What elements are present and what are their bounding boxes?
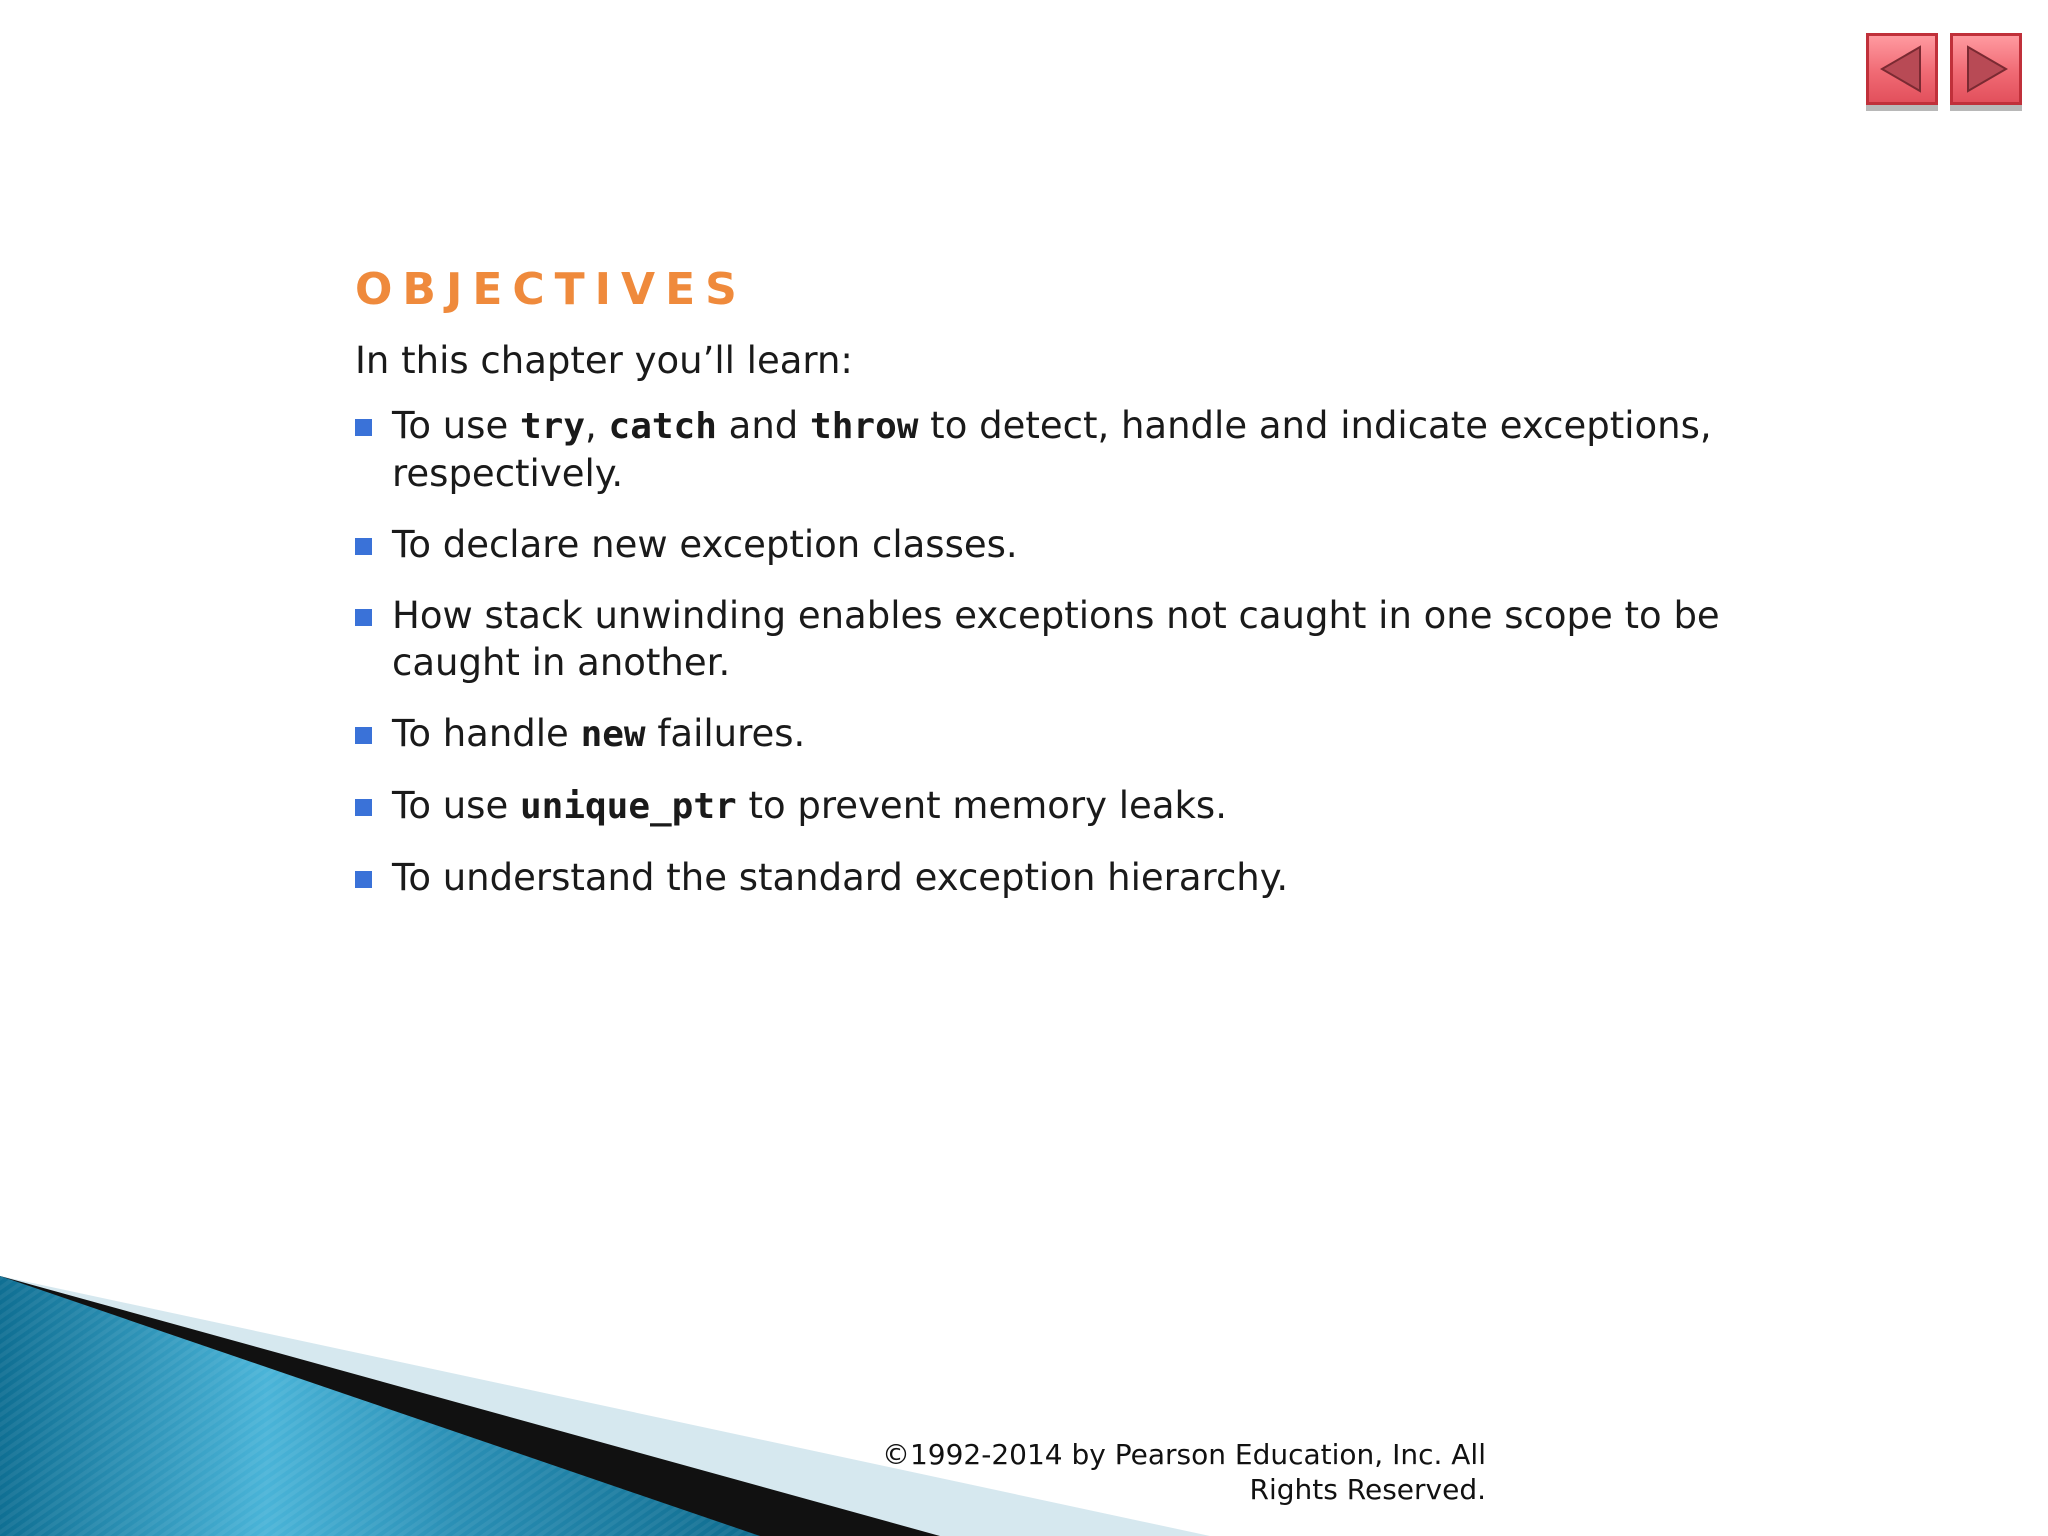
next-slide-button[interactable] bbox=[1950, 33, 2022, 105]
copyright-line-2: Rights Reserved. bbox=[1249, 1473, 1486, 1506]
slide-heading: OBJECTIVES bbox=[355, 264, 747, 315]
code-keyword: try bbox=[519, 406, 585, 447]
objective-text: to prevent memory leaks. bbox=[736, 784, 1227, 827]
objective-text: To handle bbox=[392, 712, 581, 755]
copyright-line-1: ©1992-2014 by Pearson Education, Inc. All bbox=[881, 1438, 1486, 1471]
objective-text: and bbox=[716, 404, 811, 447]
objective-text: To use bbox=[392, 784, 520, 827]
objective-text: failures. bbox=[645, 712, 806, 755]
previous-slide-button[interactable] bbox=[1866, 33, 1938, 105]
objective-text: To use bbox=[392, 404, 520, 447]
intro-text: In this chapter you’ll learn: bbox=[355, 339, 853, 382]
square-bullet-icon bbox=[355, 609, 372, 626]
square-bullet-icon bbox=[355, 799, 372, 816]
objective-text: to detect, handle and indicate exceptions, respectively. bbox=[392, 404, 1712, 495]
code-keyword: new bbox=[580, 714, 646, 755]
objective-item bbox=[355, 710, 1815, 758]
objective-item bbox=[355, 402, 1815, 497]
slide-navigation bbox=[1866, 33, 2022, 105]
copyright-notice bbox=[882, 1437, 1486, 1507]
code-keyword: catch bbox=[608, 406, 717, 447]
triangle-left-icon bbox=[1874, 41, 1930, 97]
square-bullet-icon bbox=[355, 871, 372, 888]
objective-item bbox=[355, 521, 1815, 568]
code-keyword: unique_ptr bbox=[519, 786, 737, 827]
objective-text: To understand the standard exception hierarchy. bbox=[392, 856, 1289, 899]
slide-content bbox=[355, 262, 1815, 925]
objective-item bbox=[355, 854, 1815, 901]
objective-item bbox=[355, 592, 1815, 686]
objective-text: , bbox=[585, 404, 609, 447]
objective-item bbox=[355, 782, 1815, 830]
square-bullet-icon bbox=[355, 419, 372, 436]
square-bullet-icon bbox=[355, 727, 372, 744]
square-bullet-icon bbox=[355, 538, 372, 555]
objective-text: To declare new exception classes. bbox=[392, 523, 1018, 566]
objective-text: How stack unwinding enables exceptions not caught in one scope to be caught in another. bbox=[392, 594, 1720, 684]
triangle-right-icon bbox=[1958, 41, 2014, 97]
code-keyword: throw bbox=[810, 406, 919, 447]
objectives-list bbox=[355, 402, 1815, 901]
